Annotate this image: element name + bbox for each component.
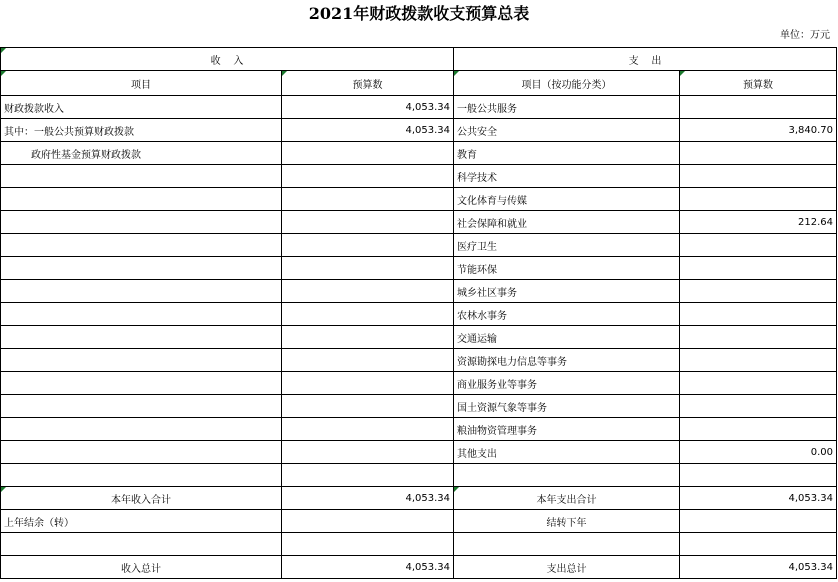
income-value-cell[interactable] <box>282 211 454 234</box>
table-row <box>1 96 837 119</box>
table-row <box>1 165 837 188</box>
income-value-cell[interactable] <box>282 418 454 441</box>
expense-value-cell[interactable] <box>680 188 837 211</box>
cell-marker-icon <box>680 71 685 76</box>
expense-item-cell[interactable]: 其他支出 <box>454 441 680 464</box>
income-item-cell[interactable] <box>1 188 282 211</box>
income-item-cell[interactable] <box>1 303 282 326</box>
section-header-row <box>1 48 837 71</box>
empty-cell[interactable] <box>1 533 282 556</box>
expense-value-cell[interactable] <box>680 349 837 372</box>
year-expense-label[interactable]: 本年支出合计 <box>454 487 680 510</box>
carry-forward-label[interactable]: 结转下年 <box>454 510 680 533</box>
income-value-cell[interactable] <box>282 188 454 211</box>
expense-item-cell[interactable]: 一般公共服务 <box>454 96 680 119</box>
income-total-label[interactable]: 收入总计 <box>1 556 282 579</box>
expense-item-cell[interactable]: 资源勘探电力信息等事务 <box>454 349 680 372</box>
table-row <box>1 188 837 211</box>
expense-item-cell[interactable]: 社会保障和就业 <box>454 211 680 234</box>
income-value-cell[interactable] <box>282 234 454 257</box>
income-item-cell[interactable] <box>1 372 282 395</box>
income-value-cell[interactable] <box>282 395 454 418</box>
expense-item-cell[interactable]: 公共安全 <box>454 119 680 142</box>
expense-item-cell[interactable]: 国土资源气象等事务 <box>454 395 680 418</box>
cell-marker-icon <box>1 71 6 76</box>
year-expense-value[interactable]: 4,053.34 <box>680 487 837 510</box>
income-item-cell[interactable] <box>1 165 282 188</box>
year-income-label[interactable]: 本年收入合计 <box>1 487 282 510</box>
year-total-row <box>1 487 837 510</box>
expense-item-cell[interactable]: 医疗卫生 <box>454 234 680 257</box>
income-item-cell[interactable] <box>1 326 282 349</box>
table-row <box>1 303 837 326</box>
expense-value-cell[interactable] <box>680 96 837 119</box>
cell-marker-icon <box>454 71 459 76</box>
income-value-cell[interactable] <box>282 257 454 280</box>
income-value-cell[interactable] <box>282 441 454 464</box>
expense-item-cell[interactable]: 农林水事务 <box>454 303 680 326</box>
table-row <box>1 142 837 165</box>
income-value-cell[interactable] <box>282 280 454 303</box>
income-item-cell[interactable] <box>1 418 282 441</box>
expense-value-cell[interactable] <box>680 280 837 303</box>
income-value-cell[interactable] <box>282 464 454 487</box>
expense-value-cell[interactable] <box>680 303 837 326</box>
expense-value-cell[interactable] <box>680 326 837 349</box>
income-value-cell[interactable]: 4,053.34 <box>282 96 454 119</box>
expense-item-cell[interactable]: 教育 <box>454 142 680 165</box>
income-value-cell[interactable] <box>282 372 454 395</box>
table-row <box>1 418 837 441</box>
column-header-row <box>1 71 837 96</box>
expense-value-cell[interactable] <box>680 165 837 188</box>
income-value-cell[interactable] <box>282 165 454 188</box>
expense-value-cell[interactable] <box>680 395 837 418</box>
cell-marker-icon <box>1 487 6 492</box>
expense-item-cell[interactable]: 文化体育与传媒 <box>454 188 680 211</box>
income-value-cell[interactable] <box>282 326 454 349</box>
expense-item-cell[interactable]: 粮油物资管理事务 <box>454 418 680 441</box>
header-item[interactable]: 项目 <box>1 71 282 96</box>
income-item-cell[interactable] <box>1 464 282 487</box>
income-item-cell[interactable] <box>1 441 282 464</box>
cell-marker-icon <box>282 71 287 76</box>
income-section-header[interactable]: 收 入 <box>1 48 454 71</box>
income-item-cell[interactable] <box>1 349 282 372</box>
expense-total-label[interactable]: 支出总计 <box>454 556 680 579</box>
budget-table <box>0 47 837 579</box>
income-item-cell[interactable]: 财政拨款收入 <box>1 96 282 119</box>
income-total-value[interactable]: 4,053.34 <box>282 556 454 579</box>
expense-value-cell[interactable] <box>680 234 837 257</box>
expense-item-cell[interactable]: 商业服务业等事务 <box>454 372 680 395</box>
expense-value-cell[interactable] <box>680 142 837 165</box>
income-item-cell[interactable] <box>1 234 282 257</box>
income-item-cell[interactable] <box>1 211 282 234</box>
prev-balance-label[interactable]: 上年结余（转） <box>1 510 282 533</box>
expense-value-cell[interactable] <box>680 418 837 441</box>
expense-value-cell[interactable]: 0.00 <box>680 441 837 464</box>
table-row <box>1 464 837 487</box>
expense-item-cell[interactable]: 城乡社区事务 <box>454 280 680 303</box>
expense-total-value[interactable]: 4,053.34 <box>680 556 837 579</box>
cell-marker-icon <box>454 487 459 492</box>
income-item-cell[interactable] <box>1 257 282 280</box>
expense-value-cell[interactable] <box>680 372 837 395</box>
table-row <box>1 326 837 349</box>
expense-item-cell[interactable]: 交通运输 <box>454 326 680 349</box>
header-budget[interactable]: 预算数 <box>282 71 454 96</box>
income-item-cell[interactable]: 其中：一般公共预算财政拨款 <box>1 119 282 142</box>
expense-item-cell[interactable] <box>454 464 680 487</box>
table-row <box>1 119 837 142</box>
table-row <box>1 280 837 303</box>
table-row <box>1 211 837 234</box>
income-item-cell[interactable]: 政府性基金预算财政拨款 <box>1 142 282 165</box>
income-item-cell[interactable] <box>1 395 282 418</box>
income-item-cell[interactable] <box>1 280 282 303</box>
expense-value-cell[interactable]: 3,840.70 <box>680 119 837 142</box>
balance-row <box>1 510 837 533</box>
table-row <box>1 349 837 372</box>
table-row <box>1 441 837 464</box>
header-budget-expense[interactable]: 预算数 <box>680 71 837 96</box>
expense-item-cell[interactable]: 科学技术 <box>454 165 680 188</box>
expense-section-header[interactable]: 支 出 <box>454 48 837 71</box>
page-title: 2021年财政拨款收支预算总表 <box>308 4 530 23</box>
income-value-cell[interactable] <box>282 349 454 372</box>
table-row <box>1 234 837 257</box>
income-value-cell[interactable]: 4,053.34 <box>282 119 454 142</box>
income-value-cell[interactable] <box>282 142 454 165</box>
cell-marker-icon <box>1 48 6 53</box>
table-row <box>1 395 837 418</box>
year-income-value[interactable]: 4,053.34 <box>282 487 454 510</box>
table-body <box>1 96 837 487</box>
prev-balance-value[interactable] <box>282 510 454 533</box>
spacer-row <box>1 533 837 556</box>
empty-cell[interactable] <box>282 533 454 556</box>
table-row <box>1 372 837 395</box>
header-item-by-function[interactable]: 项目（按功能分类） <box>454 71 680 96</box>
empty-cell[interactable] <box>680 533 837 556</box>
expense-item-cell[interactable]: 节能环保 <box>454 257 680 280</box>
expense-value-cell[interactable]: 212.64 <box>680 211 837 234</box>
carry-forward-value[interactable] <box>680 510 837 533</box>
table-row <box>1 257 837 280</box>
unit-label: 单位：万元 <box>780 30 830 41</box>
empty-cell[interactable] <box>454 533 680 556</box>
income-value-cell[interactable] <box>282 303 454 326</box>
expense-value-cell[interactable] <box>680 464 837 487</box>
expense-value-cell[interactable] <box>680 257 837 280</box>
grand-total-row <box>1 556 837 579</box>
